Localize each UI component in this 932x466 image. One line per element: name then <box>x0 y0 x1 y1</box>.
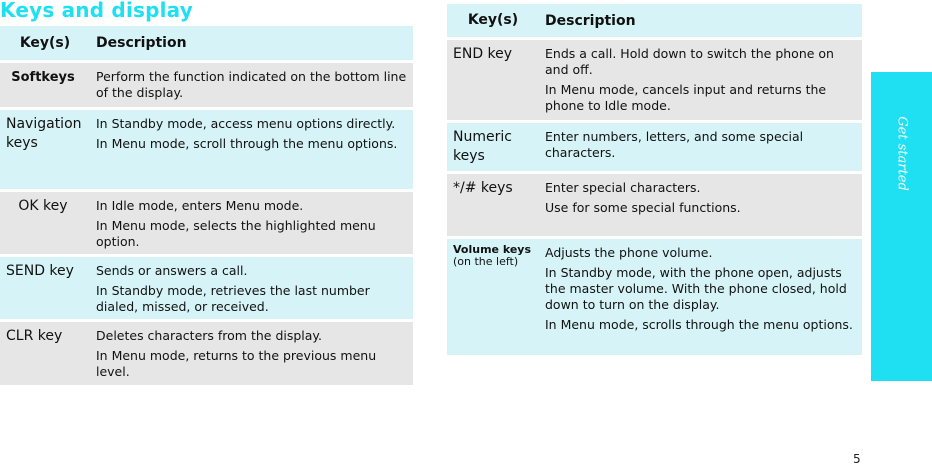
header-keys: Key(s) <box>19 34 71 51</box>
description-text: In Menu mode, returns to the previous menu level. <box>96 348 377 379</box>
row-description <box>545 239 862 355</box>
header-keys: Key(s) <box>467 12 519 28</box>
section-label: Get started <box>894 116 909 191</box>
keys-table-right <box>447 4 862 358</box>
key-clr: CLR key <box>6 328 63 344</box>
table-header <box>0 26 413 60</box>
description-text: In Idle mode, enters Menu mode. <box>96 198 304 213</box>
description-text: Use for some special functions. <box>545 200 741 215</box>
page-title: Keys and display <box>0 0 193 22</box>
table-row <box>447 239 862 355</box>
description-text: Enter numbers, letters, and some special characters. <box>545 129 804 160</box>
key-volume-note: (on the left) <box>453 255 519 268</box>
description-text: In Menu mode, scroll through the menu options. <box>96 136 398 151</box>
table-row <box>0 322 413 385</box>
table-row <box>0 257 413 319</box>
description-text: In Standby mode, retrieves the last number dialed, missed, or received. <box>96 283 370 314</box>
row-description <box>96 63 413 107</box>
description-text: In Menu mode, cancels input and returns the phone to Idle mode. <box>545 82 827 113</box>
section-side-tab <box>871 72 932 381</box>
table-row <box>447 174 862 236</box>
table-header <box>447 4 862 37</box>
description-text: In Standby mode, access menu options directly. <box>96 116 396 131</box>
header-description: Description <box>545 12 636 29</box>
description-text: In Menu mode, selects the highlighted menu option. <box>96 218 376 249</box>
description-text: In Standby mode, with the phone open, adjusts the master volume. With the phone closed, hold down to turn on the display. <box>545 265 847 312</box>
description-text: Enter special characters. <box>545 180 701 195</box>
row-description <box>545 40 862 120</box>
description-text: In Menu mode, scrolls through the menu options. <box>545 317 853 332</box>
description-text: Perform the function indicated on the bottom line of the display. <box>96 69 407 100</box>
keys-table-left <box>0 26 413 388</box>
key-send: SEND key <box>6 263 74 279</box>
description-text: Sends or answers a call. <box>96 263 248 278</box>
description-text: Deletes characters from the display. <box>96 328 323 343</box>
row-description <box>96 192 413 254</box>
row-description <box>96 322 413 385</box>
row-description <box>96 257 413 319</box>
page-number: 5 <box>853 452 861 466</box>
key-numeric: Numeric keys <box>453 129 512 164</box>
header-description: Description <box>96 35 187 51</box>
key-end: END key <box>453 46 513 62</box>
description-text: Ends a call. Hold down to switch the phone on and off. <box>545 46 834 77</box>
table-row <box>0 110 413 189</box>
row-description <box>96 110 413 189</box>
table-row <box>0 192 413 254</box>
table-row <box>447 123 862 171</box>
key-ok: OK key <box>18 198 68 214</box>
row-description <box>545 123 862 171</box>
key-navigation: Navigation keys <box>6 116 82 151</box>
key-star-hash: */# keys <box>453 180 513 196</box>
row-description <box>545 174 862 236</box>
key-volume <box>447 239 545 355</box>
key-softkeys: Softkeys <box>11 70 75 85</box>
description-text: Adjusts the phone volume. <box>545 245 713 260</box>
table-row <box>447 40 862 120</box>
key-volume-label: Volume keys <box>453 243 532 256</box>
table-row <box>0 63 413 107</box>
